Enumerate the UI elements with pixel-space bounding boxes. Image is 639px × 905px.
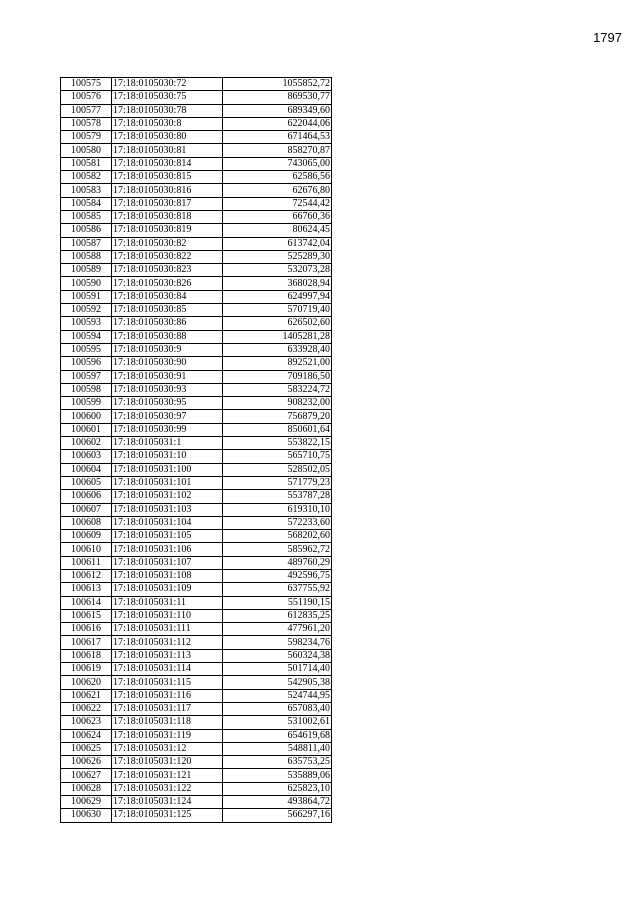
cadastral-number-cell: 17:18:0105031:124 [112, 796, 223, 809]
row-number-cell: 100621 [61, 689, 112, 702]
cadastral-number-cell: 17:18:0105031:10 [112, 450, 223, 463]
cadastral-number-cell: 17:18:0105031:105 [112, 530, 223, 543]
cadastral-number-cell: 17:18:0105031:11 [112, 596, 223, 609]
row-number-cell: 100595 [61, 343, 112, 356]
table-row [61, 663, 332, 676]
cadastral-number-cell: 17:18:0105031:117 [112, 702, 223, 715]
value-cell: 542905,38 [223, 676, 332, 689]
cadastral-number-cell: 17:18:0105030:822 [112, 250, 223, 263]
cadastral-number-cell: 17:18:0105030:72 [112, 78, 223, 91]
value-cell: 553787,28 [223, 490, 332, 503]
cadastral-number-cell: 17:18:0105030:81 [112, 144, 223, 157]
cadastral-number-cell: 17:18:0105030:818 [112, 210, 223, 223]
row-number-cell: 100612 [61, 569, 112, 582]
cadastral-number-cell: 17:18:0105030:78 [112, 104, 223, 117]
table-row [61, 423, 332, 436]
row-number-cell: 100622 [61, 702, 112, 715]
row-number-cell: 100587 [61, 237, 112, 250]
table-row [61, 596, 332, 609]
table-row [61, 702, 332, 715]
row-number-cell: 100618 [61, 649, 112, 662]
row-number-cell: 100619 [61, 663, 112, 676]
value-cell: 548811,40 [223, 742, 332, 755]
cadastral-number-cell: 17:18:0105030:82 [112, 237, 223, 250]
table-row [61, 224, 332, 237]
table-row [61, 463, 332, 476]
cadastral-number-cell: 17:18:0105031:115 [112, 676, 223, 689]
table-row [61, 410, 332, 423]
row-number-cell: 100616 [61, 623, 112, 636]
row-number-cell: 100601 [61, 423, 112, 436]
value-cell: 654619,68 [223, 729, 332, 742]
cadastral-number-cell: 17:18:0105031:111 [112, 623, 223, 636]
table-row [61, 742, 332, 755]
row-number-cell: 100585 [61, 210, 112, 223]
table-row [61, 676, 332, 689]
value-cell: 535889,06 [223, 769, 332, 782]
table-row [61, 317, 332, 330]
value-cell: 622044,06 [223, 117, 332, 130]
table-row [61, 78, 332, 91]
row-number-cell: 100628 [61, 782, 112, 795]
row-number-cell: 100609 [61, 530, 112, 543]
table-row [61, 210, 332, 223]
cadastral-number-cell: 17:18:0105031:102 [112, 490, 223, 503]
value-cell: 637755,92 [223, 583, 332, 596]
cadastral-number-cell: 17:18:0105030:88 [112, 330, 223, 343]
row-number-cell: 100583 [61, 184, 112, 197]
cadastral-number-cell: 17:18:0105030:91 [112, 370, 223, 383]
cadastral-number-cell: 17:18:0105031:104 [112, 516, 223, 529]
value-cell: 566297,16 [223, 809, 332, 822]
value-cell: 908232,00 [223, 397, 332, 410]
row-number-cell: 100630 [61, 809, 112, 822]
table-row [61, 370, 332, 383]
value-cell: 72544,42 [223, 197, 332, 210]
table-row [61, 809, 332, 822]
value-cell: 568202,60 [223, 530, 332, 543]
row-number-cell: 100610 [61, 543, 112, 556]
row-number-cell: 100597 [61, 370, 112, 383]
cadastral-number-cell: 17:18:0105030:86 [112, 317, 223, 330]
cadastral-number-cell: 17:18:0105031:101 [112, 476, 223, 489]
row-number-cell: 100582 [61, 171, 112, 184]
value-cell: 709186,50 [223, 370, 332, 383]
cadastral-number-cell: 17:18:0105031:121 [112, 769, 223, 782]
value-cell: 624997,94 [223, 290, 332, 303]
cadastral-number-cell: 17:18:0105031:107 [112, 556, 223, 569]
value-cell: 368028,94 [223, 277, 332, 290]
value-cell: 570719,40 [223, 304, 332, 317]
cadastral-number-cell: 17:18:0105030:84 [112, 290, 223, 303]
cadastral-number-cell: 17:18:0105031:114 [112, 663, 223, 676]
value-cell: 66760,36 [223, 210, 332, 223]
cadastral-number-cell: 17:18:0105031:108 [112, 569, 223, 582]
table-row [61, 277, 332, 290]
cadastral-number-cell: 17:18:0105031:1 [112, 437, 223, 450]
cadastral-number-cell: 17:18:0105031:125 [112, 809, 223, 822]
row-number-cell: 100614 [61, 596, 112, 609]
table-row [61, 397, 332, 410]
value-cell: 613742,04 [223, 237, 332, 250]
table-row [61, 530, 332, 543]
row-number-cell: 100611 [61, 556, 112, 569]
table-row [61, 569, 332, 582]
cadastral-number-cell: 17:18:0105031:110 [112, 609, 223, 622]
cadastral-number-cell: 17:18:0105031:12 [112, 742, 223, 755]
value-cell: 619310,10 [223, 503, 332, 516]
table-row [61, 503, 332, 516]
row-number-cell: 100592 [61, 304, 112, 317]
value-cell: 62676,80 [223, 184, 332, 197]
table-row [61, 357, 332, 370]
table-row [61, 91, 332, 104]
row-number-cell: 100613 [61, 583, 112, 596]
value-cell: 625823,10 [223, 782, 332, 795]
table-row [61, 716, 332, 729]
value-cell: 551190,15 [223, 596, 332, 609]
row-number-cell: 100581 [61, 157, 112, 170]
cadastral-number-cell: 17:18:0105030:815 [112, 171, 223, 184]
table-row [61, 543, 332, 556]
value-cell: 743065,00 [223, 157, 332, 170]
table-row [61, 330, 332, 343]
value-cell: 501714,40 [223, 663, 332, 676]
row-number-cell: 100593 [61, 317, 112, 330]
value-cell: 756879,20 [223, 410, 332, 423]
row-number-cell: 100589 [61, 264, 112, 277]
row-number-cell: 100603 [61, 450, 112, 463]
cadastral-number-cell: 17:18:0105031:103 [112, 503, 223, 516]
row-number-cell: 100629 [61, 796, 112, 809]
value-cell: 1405281,28 [223, 330, 332, 343]
value-cell: 553822,15 [223, 437, 332, 450]
table-row [61, 184, 332, 197]
value-cell: 525289,30 [223, 250, 332, 263]
row-number-cell: 100607 [61, 503, 112, 516]
cadastral-number-cell: 17:18:0105031:100 [112, 463, 223, 476]
row-number-cell: 100591 [61, 290, 112, 303]
table-row [61, 450, 332, 463]
cadastral-number-cell: 17:18:0105030:823 [112, 264, 223, 277]
row-number-cell: 100617 [61, 636, 112, 649]
value-cell: 80624,45 [223, 224, 332, 237]
table-row [61, 490, 332, 503]
value-cell: 493864,72 [223, 796, 332, 809]
table-row [61, 556, 332, 569]
value-cell: 531002,61 [223, 716, 332, 729]
cadastral-number-cell: 17:18:0105030:95 [112, 397, 223, 410]
cadastral-number-cell: 17:18:0105031:106 [112, 543, 223, 556]
value-cell: 492596,75 [223, 569, 332, 582]
value-cell: 565710,75 [223, 450, 332, 463]
table-row [61, 144, 332, 157]
table-row [61, 343, 332, 356]
row-number-cell: 100608 [61, 516, 112, 529]
table-row [61, 197, 332, 210]
table-row [61, 437, 332, 450]
table-row [61, 264, 332, 277]
row-number-cell: 100576 [61, 91, 112, 104]
value-cell: 572233,60 [223, 516, 332, 529]
row-number-cell: 100577 [61, 104, 112, 117]
cadastral-number-cell: 17:18:0105031:113 [112, 649, 223, 662]
table-body [61, 78, 332, 823]
table-row [61, 729, 332, 742]
value-cell: 528502,05 [223, 463, 332, 476]
value-cell: 524744,95 [223, 689, 332, 702]
cadastral-number-cell: 17:18:0105031:112 [112, 636, 223, 649]
table-row [61, 689, 332, 702]
value-cell: 635753,25 [223, 756, 332, 769]
row-number-cell: 100623 [61, 716, 112, 729]
row-number-cell: 100606 [61, 490, 112, 503]
value-cell: 612835,25 [223, 609, 332, 622]
cadastral-number-cell: 17:18:0105030:75 [112, 91, 223, 104]
cadastral-number-cell: 17:18:0105030:85 [112, 304, 223, 317]
cadastral-number-cell: 17:18:0105030:819 [112, 224, 223, 237]
value-cell: 571779,23 [223, 476, 332, 489]
table-row [61, 237, 332, 250]
value-cell: 532073,28 [223, 264, 332, 277]
table-row [61, 476, 332, 489]
row-number-cell: 100578 [61, 117, 112, 130]
table-row [61, 796, 332, 809]
cadastral-number-cell: 17:18:0105031:118 [112, 716, 223, 729]
value-cell: 850601,64 [223, 423, 332, 436]
table-row [61, 583, 332, 596]
row-number-cell: 100627 [61, 769, 112, 782]
value-cell: 892521,00 [223, 357, 332, 370]
row-number-cell: 100596 [61, 357, 112, 370]
cadastral-number-cell: 17:18:0105030:8 [112, 117, 223, 130]
cadastral-number-cell: 17:18:0105030:90 [112, 357, 223, 370]
value-cell: 657083,40 [223, 702, 332, 715]
cadastral-number-cell: 17:18:0105031:109 [112, 583, 223, 596]
row-number-cell: 100590 [61, 277, 112, 290]
table-row [61, 131, 332, 144]
row-number-cell: 100579 [61, 131, 112, 144]
table-row [61, 516, 332, 529]
table-row [61, 171, 332, 184]
cadastral-number-cell: 17:18:0105031:116 [112, 689, 223, 702]
cadastral-number-cell: 17:18:0105031:119 [112, 729, 223, 742]
table-row [61, 104, 332, 117]
table-row [61, 383, 332, 396]
row-number-cell: 100580 [61, 144, 112, 157]
table-row [61, 290, 332, 303]
table-row [61, 304, 332, 317]
cadastral-number-cell: 17:18:0105030:826 [112, 277, 223, 290]
cadastral-number-cell: 17:18:0105031:122 [112, 782, 223, 795]
cadastral-number-cell: 17:18:0105030:93 [112, 383, 223, 396]
value-cell: 626502,60 [223, 317, 332, 330]
table-row [61, 649, 332, 662]
table-row [61, 769, 332, 782]
cadastral-number-cell: 17:18:0105030:817 [112, 197, 223, 210]
page-number: 1797 [593, 30, 622, 45]
table-row [61, 756, 332, 769]
value-cell: 585962,72 [223, 543, 332, 556]
value-cell: 671464,53 [223, 131, 332, 144]
row-number-cell: 100599 [61, 397, 112, 410]
table-row [61, 250, 332, 263]
value-cell: 689349,60 [223, 104, 332, 117]
row-number-cell: 100604 [61, 463, 112, 476]
cadastral-number-cell: 17:18:0105030:99 [112, 423, 223, 436]
value-cell: 858270,87 [223, 144, 332, 157]
table-row [61, 782, 332, 795]
value-cell: 583224,72 [223, 383, 332, 396]
cadastral-number-cell: 17:18:0105030:80 [112, 131, 223, 144]
row-number-cell: 100586 [61, 224, 112, 237]
cadastral-number-cell: 17:18:0105030:814 [112, 157, 223, 170]
table-row [61, 636, 332, 649]
table-row [61, 609, 332, 622]
value-cell: 62586,56 [223, 171, 332, 184]
row-number-cell: 100575 [61, 78, 112, 91]
cadastral-number-cell: 17:18:0105030:816 [112, 184, 223, 197]
cadastral-number-cell: 17:18:0105030:97 [112, 410, 223, 423]
row-number-cell: 100626 [61, 756, 112, 769]
row-number-cell: 100602 [61, 437, 112, 450]
row-number-cell: 100598 [61, 383, 112, 396]
value-cell: 1055852,72 [223, 78, 332, 91]
row-number-cell: 100615 [61, 609, 112, 622]
value-cell: 598234,76 [223, 636, 332, 649]
row-number-cell: 100588 [61, 250, 112, 263]
row-number-cell: 100584 [61, 197, 112, 210]
row-number-cell: 100605 [61, 476, 112, 489]
value-cell: 489760,29 [223, 556, 332, 569]
row-number-cell: 100620 [61, 676, 112, 689]
row-number-cell: 100624 [61, 729, 112, 742]
cadastral-number-cell: 17:18:0105030:9 [112, 343, 223, 356]
value-cell: 869530,77 [223, 91, 332, 104]
cadastral-number-cell: 17:18:0105031:120 [112, 756, 223, 769]
row-number-cell: 100625 [61, 742, 112, 755]
table-row [61, 117, 332, 130]
value-cell: 477961,20 [223, 623, 332, 636]
table-row [61, 623, 332, 636]
table-row [61, 157, 332, 170]
row-number-cell: 100594 [61, 330, 112, 343]
value-cell: 560324,38 [223, 649, 332, 662]
cadastral-value-table [60, 77, 332, 823]
row-number-cell: 100600 [61, 410, 112, 423]
value-cell: 633928,40 [223, 343, 332, 356]
